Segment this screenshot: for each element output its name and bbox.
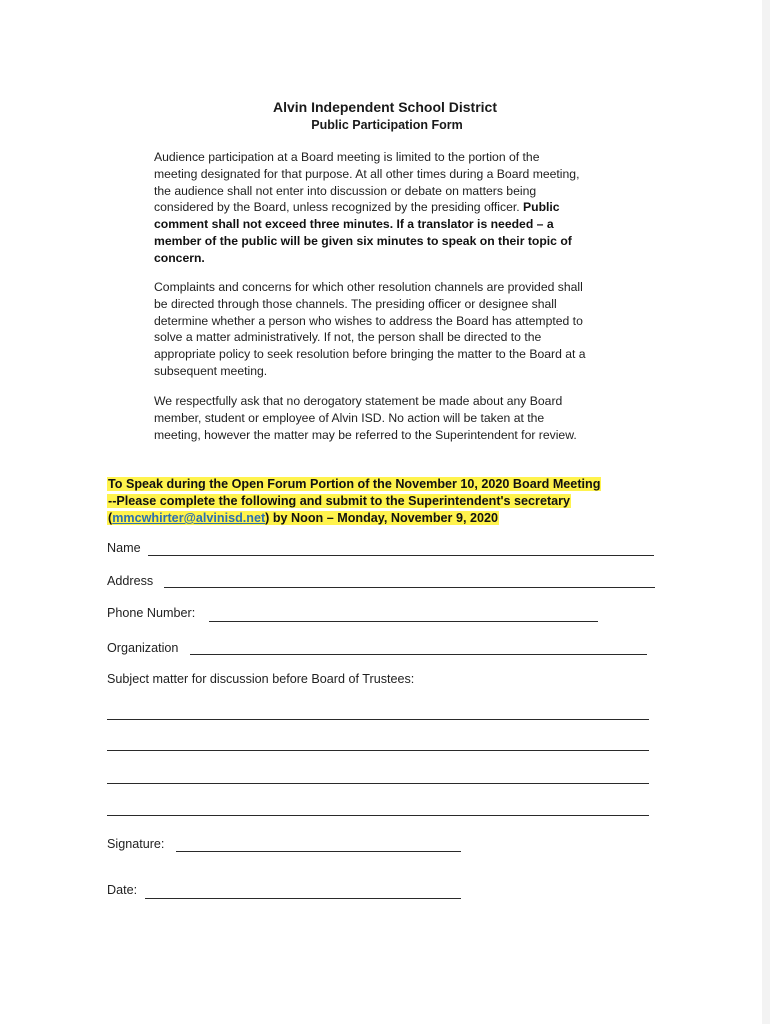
address-label: Address	[107, 574, 154, 588]
subject-line[interactable]	[107, 750, 649, 751]
text-line: solve a matter administratively. If not, the person shall be directed to the	[154, 330, 542, 345]
district-title: Alvin Independent School District	[272, 99, 498, 115]
open-forum-notice	[107, 476, 601, 527]
date-field-line[interactable]	[145, 898, 461, 899]
text-line	[154, 199, 654, 216]
signature-label: Signature:	[107, 837, 165, 851]
date-label: Date:	[107, 883, 138, 897]
paren-close: )	[265, 511, 270, 525]
highlighted-text	[107, 511, 499, 525]
text-segment: considered by the Board, unless recognized by the presiding officer.	[154, 200, 524, 215]
bold-text-line: member of the public will be given six minutes to speak on their topic of	[154, 233, 572, 248]
phone-field-line[interactable]	[209, 621, 598, 622]
text-line: We respectfully ask that no derogatory statement be made about any Board	[154, 394, 563, 408]
text-line: determine whether a person who wishes to address the Board has attempted to	[154, 313, 583, 328]
page-edge-shadow	[762, 0, 770, 1024]
signature-field-line[interactable]	[176, 851, 461, 852]
complaints-paragraph	[154, 279, 654, 380]
notice-line	[107, 510, 601, 527]
bold-text-line: comment shall not exceed three minutes. If a translator is needed – a	[154, 217, 554, 232]
text-line: appropriate policy to seek resolution before bringing the matter to the Board at a	[154, 347, 586, 362]
text-line: member, student or employee of Alvin ISD. No action will be taken at the	[154, 410, 545, 425]
subject-label: Subject matter for discussion before Board of Trustees:	[107, 672, 415, 686]
highlighted-text: --Please complete the following and submit to the Superintendent's secretary	[108, 494, 571, 508]
address-field-line[interactable]	[164, 587, 655, 588]
subject-line[interactable]	[107, 815, 649, 816]
text-line: be directed through those channels. The presiding officer or designee shall	[154, 296, 557, 311]
deadline-text: by Noon – Monday, November 9, 2020	[269, 511, 498, 525]
text-line: subsequent meeting.	[154, 363, 268, 378]
phone-label: Phone Number:	[107, 606, 196, 620]
text-line: meeting designated for that purpose. At all other times during a Board meeting,	[154, 166, 580, 181]
notice-line	[107, 476, 601, 493]
secretary-email-link[interactable]: mmcwhirter@alvinisd.net	[112, 511, 266, 525]
notice-line	[107, 493, 601, 510]
conduct-paragraph	[154, 393, 654, 443]
text-line: Audience participation at a Board meeting is limited to the portion of the	[154, 150, 540, 164]
bold-text-segment: Public	[523, 200, 560, 215]
name-field-line[interactable]	[148, 555, 654, 556]
organization-label: Organization	[107, 641, 179, 655]
highlighted-text: To Speak during the Open Forum Portion of the November 10, 2020 Board Meeting	[108, 477, 601, 491]
bold-text-line: concern.	[154, 250, 205, 265]
subject-line[interactable]	[107, 719, 649, 720]
text-line: the audience shall not enter into discussion or debate on matters being	[154, 183, 537, 198]
participation-paragraph	[154, 149, 654, 267]
subject-line[interactable]	[107, 783, 649, 784]
paren-open: (	[108, 511, 113, 525]
text-line: Complaints and concerns for which other resolution channels are provided shall	[154, 280, 583, 294]
form-title: Public Participation Form	[311, 118, 463, 132]
name-label: Name	[107, 541, 141, 555]
organization-field-line[interactable]	[190, 654, 647, 655]
text-line: meeting, however the matter may be referred to the Superintendent for review.	[154, 427, 577, 442]
